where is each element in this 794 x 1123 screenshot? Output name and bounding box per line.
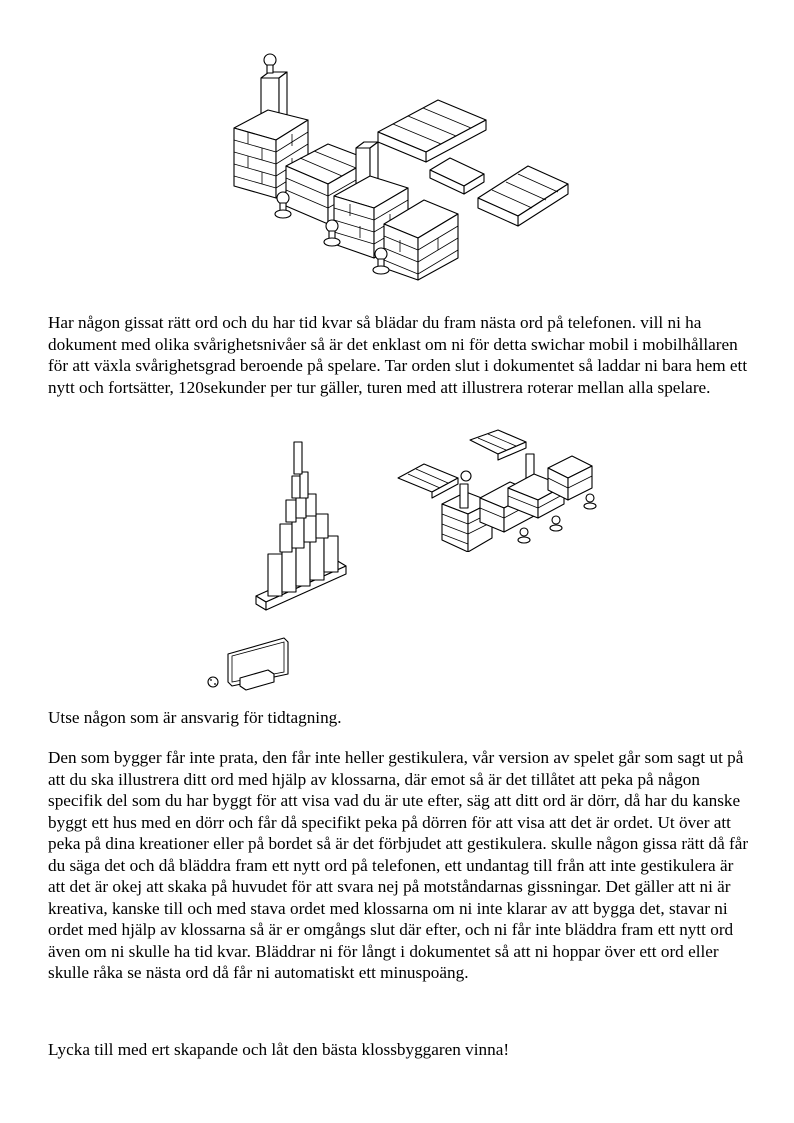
illustration-block-tower bbox=[252, 440, 352, 612]
paragraph-timekeeper: Utse någon som är ansvarig för tidtagning. bbox=[48, 708, 342, 727]
block-tower-drawing bbox=[252, 440, 352, 612]
phone-holder-drawing bbox=[204, 634, 296, 692]
paragraph-closing: Lycka till med ert skapande och låt den bästa klossbyggaren vinna! bbox=[48, 1040, 510, 1059]
paragraph-rules-intro: Har någon gissat rätt ord och du har tid kvar så blädar du fram nästa ord på telefonen. vill ni ha dokument med olika svårighetsnivåer så är det enklast om ni för detta swichar mobil i mobilhållaren för att växla svårighetsgrad beroende på spelare. Tar orden slut i dokumentet så laddar ni bara hem ett nytt och fortsätter, 120sekunder per tur gäller, turen med att illustrera roterar mellan alla spelare. bbox=[48, 313, 748, 397]
paragraph-builder-rules: Den som bygger får inte prata, den får inte heller gestikulera, vår version av spelet går som sagt ut på att du ska illustrera ditt ord med hjälp av klossarna, där emot så är det tillåtet att peka på någon specifik del som du har byggt för att visa vad du är ute efter, säg att ditt ord är dörr, då har du kanske byggt ett hus med en dörr och får då specifikt peka på dörren för att visa att det är ordet. Ut över att peka på dina kreationer eller på bordet så är det förbjudet att gestikulera. skulle någon gissa rätt då får du säga det och då bläddra fram ett nytt ord på telefonen, ett undantag till från att inte gestikulera är att det är okej att skaka på huvudet för att svara nej på motståndarnas gissningar. Det gäller att ni är kreativa, kanske till och med stava ordet med klossarna om ni inte klarar av att bygga det, stavar ni ordet med hjälp av klossarna så är er omgångs slut där efter, och ni får inte bläddra fram ett nytt ord även om ni skulle ha tid kvar. Bläddrar ni för långt i dokumentet så att ni hoppar över ett ord eller skulle råka se nästa ord då får ni automatiskt ett minuspoäng. bbox=[48, 748, 749, 982]
block-layout-drawing bbox=[394, 428, 604, 552]
illustration-block-castle bbox=[228, 48, 573, 288]
block-castle-drawing bbox=[228, 48, 573, 288]
illustration-phone-holder bbox=[204, 634, 296, 692]
illustration-block-layout bbox=[394, 428, 604, 552]
